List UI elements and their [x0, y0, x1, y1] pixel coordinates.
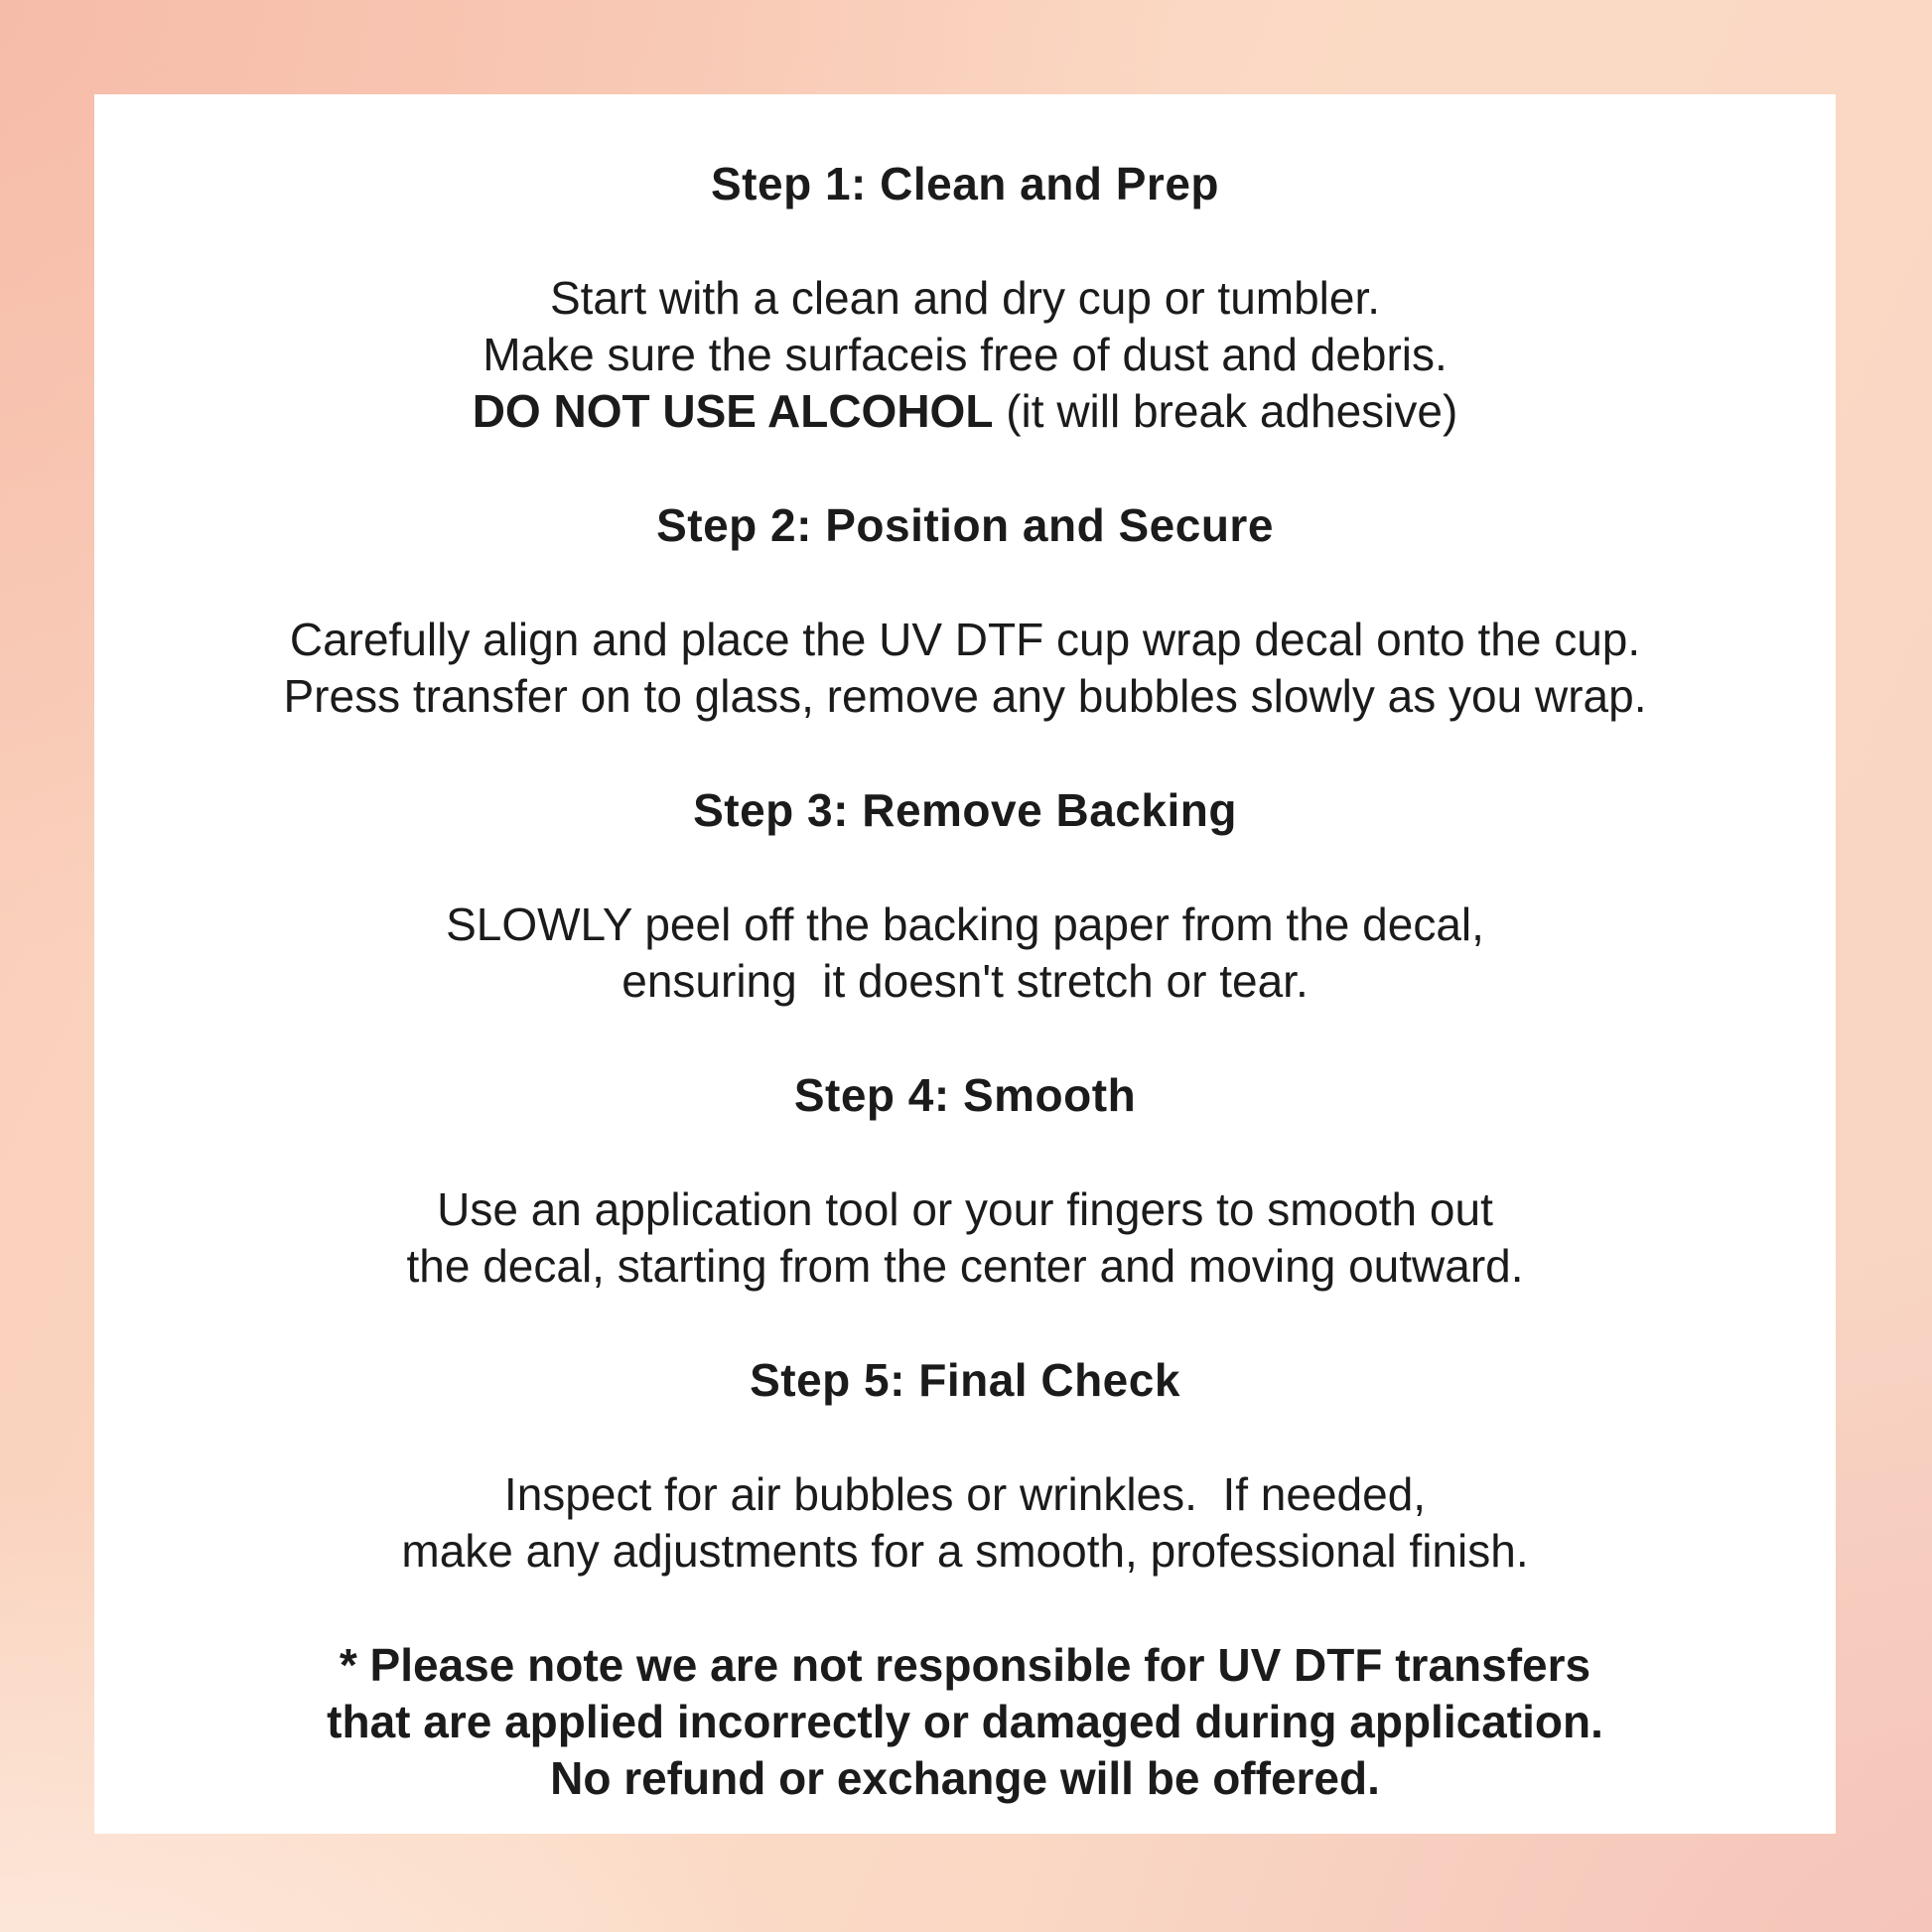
- step-2-paragraph: [134, 612, 1796, 725]
- step-2-line-2: Press transfer on to glass, remove any bubbles slowly as you wrap.: [283, 670, 1647, 722]
- step-4-line-1: Use an application tool or your fingers to smooth out: [437, 1183, 1493, 1235]
- disclaimer: [134, 1637, 1796, 1807]
- step-5-line-2: make any adjustments for a smooth, professional finish.: [401, 1525, 1529, 1577]
- step-5-line-1: Inspect for air bubbles or wrinkles. If needed,: [503, 1468, 1427, 1520]
- step-2-line-1: Carefully align and place the UV DTF cup wrap decal onto the cup.: [289, 614, 1641, 665]
- step-5-heading: Step 5: Final Check: [750, 1354, 1180, 1406]
- step-3-paragraph: [134, 897, 1796, 1010]
- alcohol-warning-bold: DO NOT USE ALCOHOL: [472, 385, 994, 437]
- step-4-line-2: the decal, starting from the center and moving outward.: [406, 1240, 1524, 1292]
- disclaimer-line-2: that are applied incorrectly or damaged during application.: [327, 1696, 1603, 1747]
- step-5-paragraph: [134, 1466, 1796, 1580]
- step-1-line-3: [134, 383, 1796, 440]
- step-1-line-1: Start with a clean and dry cup or tumbler.: [549, 272, 1381, 324]
- step-1-heading: Step 1: Clean and Prep: [710, 158, 1219, 209]
- disclaimer-line-3: No refund or exchange will be offered.: [550, 1752, 1380, 1804]
- step-1-line-2: Make sure the surfaceis free of dust and debris.: [483, 329, 1448, 380]
- step-3-line-1: SLOWLY peel off the backing paper from the decal,: [446, 898, 1484, 950]
- alcohol-warning-note: (it will break adhesive): [993, 385, 1458, 437]
- step-4-paragraph: [134, 1181, 1796, 1295]
- disclaimer-line-1: * Please note we are not responsible for UV DTF transfers: [339, 1639, 1591, 1691]
- step-2-heading: Step 2: Position and Secure: [656, 499, 1274, 551]
- instruction-card: [94, 94, 1836, 1834]
- step-4-heading: Step 4: Smooth: [793, 1069, 1137, 1121]
- step-3-heading: Step 3: Remove Backing: [693, 784, 1237, 836]
- step-1-paragraph: [134, 270, 1796, 440]
- step-3-line-2: ensuring it doesn't stretch or tear.: [621, 955, 1309, 1007]
